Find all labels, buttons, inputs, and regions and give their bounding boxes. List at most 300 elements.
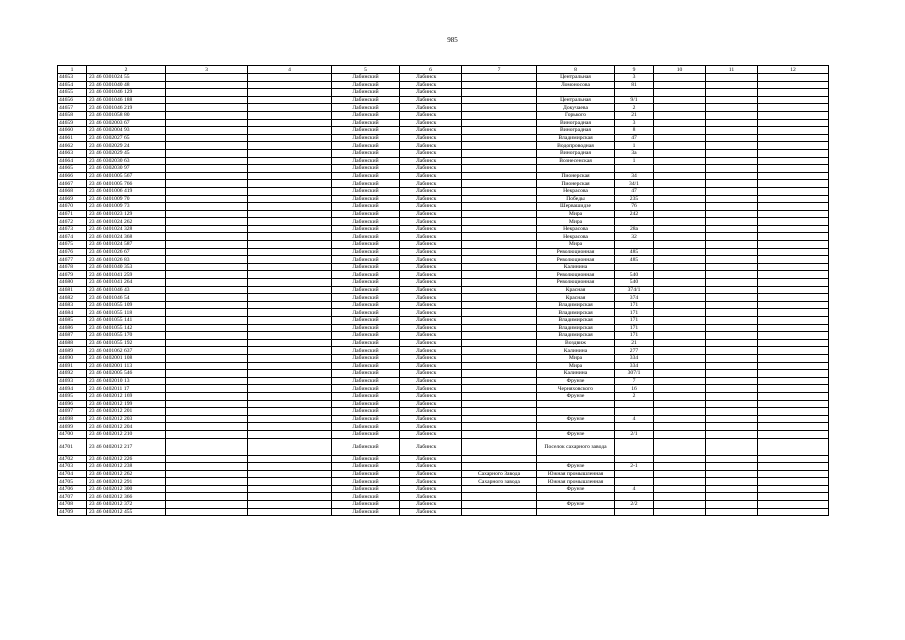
table-cell-col-4	[248, 172, 332, 180]
table-cell-col-3	[166, 385, 248, 393]
table-cell-col-1: 44674	[58, 233, 87, 241]
table-cell-col-11	[706, 165, 758, 173]
table-cell-col-9	[615, 508, 654, 516]
table-cell-col-5: Лабинский	[332, 127, 400, 135]
address-register-table	[57, 65, 829, 516]
table-row	[58, 157, 829, 165]
table-cell-col-11	[706, 332, 758, 340]
table-cell-col-4	[248, 195, 332, 203]
table-cell-col-8	[537, 408, 615, 416]
table-cell-col-12	[758, 470, 829, 478]
table-cell-col-8: Центральная	[537, 96, 615, 104]
table-cell-col-7	[462, 332, 537, 340]
table-cell-col-6: Лабинск	[400, 256, 462, 264]
table-cell-col-1: 44680	[58, 279, 87, 287]
table-cell-col-11	[706, 501, 758, 509]
table-row	[58, 294, 829, 302]
table-cell-col-5: Лабинский	[332, 157, 400, 165]
table-cell-col-3	[166, 271, 248, 279]
table-cell-col-4	[248, 430, 332, 438]
table-cell-col-3	[166, 180, 248, 188]
table-cell-col-8: Южная промышленная	[537, 470, 615, 478]
table-cell-col-6: Лабинск	[400, 508, 462, 516]
table-cell-col-2: 23 46 0402012 372	[87, 501, 166, 509]
table-row	[58, 195, 829, 203]
table-cell-col-1: 44704	[58, 470, 87, 478]
table-cell-col-3	[166, 127, 248, 135]
table-cell-col-12	[758, 172, 829, 180]
table-row	[58, 286, 829, 294]
table-cell-col-12	[758, 225, 829, 233]
table-cell-col-2: 23 46 0302029 45	[87, 149, 166, 157]
table-cell-col-6: Лабинск	[400, 210, 462, 218]
table-cell-col-4	[248, 225, 332, 233]
table-cell-col-5: Лабинский	[332, 415, 400, 423]
table-cell-col-8	[537, 508, 615, 516]
table-cell-col-3	[166, 317, 248, 325]
table-row	[58, 347, 829, 355]
table-cell-col-8: Мира	[537, 362, 615, 370]
table-cell-col-12	[758, 74, 829, 82]
table-cell-col-3	[166, 195, 248, 203]
table-cell-col-10	[654, 81, 706, 89]
table-cell-col-6: Лабинск	[400, 400, 462, 408]
table-cell-col-5: Лабинский	[332, 256, 400, 264]
table-cell-col-2: 23 46 0402012 226	[87, 455, 166, 463]
table-cell-col-5: Лабинский	[332, 279, 400, 287]
table-cell-col-1: 44708	[58, 501, 87, 509]
table-cell-col-12	[758, 127, 829, 135]
table-cell-col-1: 44667	[58, 180, 87, 188]
table-cell-col-9: 485	[615, 248, 654, 256]
table-cell-col-7	[462, 157, 537, 165]
table-cell-col-5: Лабинский	[332, 370, 400, 378]
table-cell-col-9	[615, 423, 654, 431]
table-cell-col-5: Лабинский	[332, 324, 400, 332]
table-cell-col-8: Калинина	[537, 347, 615, 355]
table-cell-col-2: 23 46 0302027 65	[87, 134, 166, 142]
table-cell-col-3	[166, 332, 248, 340]
table-cell-col-10	[654, 377, 706, 385]
table-row	[58, 430, 829, 438]
table-cell-col-7	[462, 415, 537, 423]
table-cell-col-1: 44707	[58, 493, 87, 501]
table-cell-col-10	[654, 301, 706, 309]
table-cell-col-1: 44660	[58, 127, 87, 135]
table-cell-col-7	[462, 317, 537, 325]
table-cell-col-1: 44681	[58, 286, 87, 294]
table-cell-col-5: Лабинский	[332, 455, 400, 463]
table-cell-col-7	[462, 74, 537, 82]
table-cell-col-5: Лабинский	[332, 74, 400, 82]
table-cell-col-5: Лабинский	[332, 172, 400, 180]
table-cell-col-5: Лабинский	[332, 362, 400, 370]
table-cell-col-1: 44657	[58, 104, 87, 112]
table-cell-col-4	[248, 157, 332, 165]
table-cell-col-10	[654, 370, 706, 378]
table-cell-col-4	[248, 104, 332, 112]
table-cell-col-7	[462, 286, 537, 294]
table-cell-col-1: 44683	[58, 301, 87, 309]
table-cell-col-4	[248, 347, 332, 355]
table-cell-col-12	[758, 96, 829, 104]
table-cell-col-2: 23 46 0402012 455	[87, 508, 166, 516]
table-cell-col-2: 23 46 0402012 199	[87, 400, 166, 408]
table-cell-col-6: Лабинск	[400, 203, 462, 211]
table-cell-col-8: Красная	[537, 294, 615, 302]
table-cell-col-11	[706, 89, 758, 97]
table-cell-col-12	[758, 508, 829, 516]
table-cell-col-4	[248, 317, 332, 325]
column-number-cell: 4	[248, 66, 332, 74]
table-cell-col-1: 44678	[58, 263, 87, 271]
column-number-cell: 6	[400, 66, 462, 74]
table-cell-col-12	[758, 180, 829, 188]
table-cell-col-12	[758, 104, 829, 112]
table-cell-col-8: Вознесенская	[537, 157, 615, 165]
table-cell-col-1: 44658	[58, 111, 87, 119]
table-cell-col-7	[462, 301, 537, 309]
table-cell-col-1: 44699	[58, 423, 87, 431]
table-cell-col-2: 23 46 0301046 188	[87, 96, 166, 104]
table-cell-col-8: Некрасова	[537, 225, 615, 233]
table-cell-col-2: 23 46 0401024 587	[87, 241, 166, 249]
table-cell-col-9: 171	[615, 324, 654, 332]
table-cell-col-4	[248, 241, 332, 249]
table-cell-col-7	[462, 134, 537, 142]
table-cell-col-8: Докучаева	[537, 104, 615, 112]
table-cell-col-2: 23 46 0301046 129	[87, 89, 166, 97]
table-cell-col-12	[758, 119, 829, 127]
table-cell-col-7	[462, 485, 537, 493]
table-cell-col-7	[462, 165, 537, 173]
table-cell-col-9: 2-1	[615, 463, 654, 471]
table-cell-col-11	[706, 263, 758, 271]
table-cell-col-4	[248, 508, 332, 516]
table-cell-col-11	[706, 493, 758, 501]
table-cell-col-8: Некрасова	[537, 233, 615, 241]
table-cell-col-3	[166, 400, 248, 408]
table-cell-col-9: 81	[615, 81, 654, 89]
table-cell-col-8: Черняховского	[537, 385, 615, 393]
table-cell-col-2: 23 46 0402001 113	[87, 362, 166, 370]
table-cell-col-3	[166, 493, 248, 501]
table-cell-col-4	[248, 111, 332, 119]
table-cell-col-1: 44654	[58, 81, 87, 89]
table-row	[58, 377, 829, 385]
table-cell-col-3	[166, 463, 248, 471]
table-cell-col-5: Лабинский	[332, 508, 400, 516]
table-row	[58, 241, 829, 249]
table-cell-col-6: Лабинск	[400, 317, 462, 325]
table-cell-col-12	[758, 203, 829, 211]
table-cell-col-11	[706, 317, 758, 325]
table-cell-col-4	[248, 438, 332, 455]
table-cell-col-11	[706, 478, 758, 486]
table-cell-col-4	[248, 309, 332, 317]
table-cell-col-12	[758, 294, 829, 302]
table-cell-col-4	[248, 470, 332, 478]
table-cell-col-8: Владимирская	[537, 317, 615, 325]
table-cell-col-7	[462, 256, 537, 264]
table-row	[58, 354, 829, 362]
table-cell-col-1: 44703	[58, 463, 87, 471]
table-cell-col-7	[462, 508, 537, 516]
table-cell-col-4	[248, 271, 332, 279]
table-cell-col-4	[248, 263, 332, 271]
table-cell-col-12	[758, 157, 829, 165]
table-cell-col-6: Лабинск	[400, 339, 462, 347]
table-cell-col-8: Фрунзе	[537, 377, 615, 385]
table-row	[58, 463, 829, 471]
table-cell-col-10	[654, 195, 706, 203]
table-cell-col-4	[248, 180, 332, 188]
table-cell-col-4	[248, 187, 332, 195]
table-cell-col-6: Лабинск	[400, 89, 462, 97]
table-cell-col-9	[615, 493, 654, 501]
table-cell-col-8: Южная промышленная	[537, 478, 615, 486]
table-cell-col-5: Лабинский	[332, 233, 400, 241]
table-cell-col-12	[758, 415, 829, 423]
table-cell-col-8: Виноградная	[537, 119, 615, 127]
table-row	[58, 256, 829, 264]
table-cell-col-11	[706, 256, 758, 264]
table-cell-col-6: Лабинск	[400, 377, 462, 385]
table-cell-col-12	[758, 279, 829, 287]
table-cell-col-3	[166, 89, 248, 97]
table-cell-col-8: Калинина	[537, 370, 615, 378]
table-cell-col-8	[537, 493, 615, 501]
table-cell-col-2: 23 46 0401055 141	[87, 317, 166, 325]
table-cell-col-3	[166, 119, 248, 127]
table-row	[58, 423, 829, 431]
table-cell-col-4	[248, 210, 332, 218]
table-row	[58, 89, 829, 97]
table-cell-col-12	[758, 241, 829, 249]
table-cell-col-10	[654, 408, 706, 416]
table-cell-col-4	[248, 455, 332, 463]
table-cell-col-10	[654, 438, 706, 455]
table-cell-col-10	[654, 256, 706, 264]
table-cell-col-8: Фрунзе	[537, 430, 615, 438]
table-row	[58, 332, 829, 340]
table-cell-col-10	[654, 354, 706, 362]
table-cell-col-9	[615, 89, 654, 97]
table-cell-col-6: Лабинск	[400, 370, 462, 378]
table-cell-col-11	[706, 203, 758, 211]
table-cell-col-10	[654, 332, 706, 340]
table-cell-col-10	[654, 74, 706, 82]
table-cell-col-11	[706, 294, 758, 302]
column-number-cell: 3	[166, 66, 248, 74]
table-cell-col-6: Лабинск	[400, 470, 462, 478]
table-cell-col-6: Лабинск	[400, 81, 462, 89]
table-cell-col-12	[758, 165, 829, 173]
table-row	[58, 400, 829, 408]
table-cell-col-7	[462, 279, 537, 287]
table-cell-col-5: Лабинский	[332, 478, 400, 486]
table-cell-col-11	[706, 423, 758, 431]
table-cell-col-9: 8	[615, 127, 654, 135]
table-cell-col-7	[462, 119, 537, 127]
table-cell-col-1: 44693	[58, 377, 87, 385]
table-cell-col-3	[166, 256, 248, 264]
table-cell-col-11	[706, 172, 758, 180]
table-cell-col-11	[706, 362, 758, 370]
table-cell-col-12	[758, 210, 829, 218]
table-cell-col-7	[462, 96, 537, 104]
table-row	[58, 233, 829, 241]
table-row	[58, 149, 829, 157]
table-row	[58, 111, 829, 119]
table-row	[58, 180, 829, 188]
table-cell-col-3	[166, 210, 248, 218]
table-cell-col-9: 171	[615, 332, 654, 340]
table-cell-col-7	[462, 225, 537, 233]
table-cell-col-12	[758, 400, 829, 408]
table-cell-col-3	[166, 301, 248, 309]
table-cell-col-7	[462, 142, 537, 150]
table-cell-col-12	[758, 301, 829, 309]
table-cell-col-6: Лабинск	[400, 225, 462, 233]
table-cell-col-7	[462, 89, 537, 97]
table-cell-col-3	[166, 218, 248, 226]
table-cell-col-11	[706, 241, 758, 249]
table-cell-col-10	[654, 119, 706, 127]
table-cell-col-8: Владимирская	[537, 301, 615, 309]
table-cell-col-5: Лабинский	[332, 134, 400, 142]
table-cell-col-4	[248, 408, 332, 416]
table-cell-col-2: 23 46 0402012 238	[87, 463, 166, 471]
table-cell-col-11	[706, 347, 758, 355]
table-cell-col-10	[654, 172, 706, 180]
table-cell-col-4	[248, 385, 332, 393]
table-cell-col-7	[462, 463, 537, 471]
table-cell-col-3	[166, 423, 248, 431]
table-cell-col-8: Фрунзе	[537, 463, 615, 471]
table-cell-col-7	[462, 180, 537, 188]
table-cell-col-7	[462, 195, 537, 203]
table-cell-col-3	[166, 478, 248, 486]
table-cell-col-12	[758, 408, 829, 416]
table-cell-col-3	[166, 377, 248, 385]
table-cell-col-1: 44702	[58, 455, 87, 463]
table-cell-col-5: Лабинский	[332, 81, 400, 89]
table-cell-col-6: Лабинск	[400, 127, 462, 135]
table-cell-col-1: 44662	[58, 142, 87, 150]
table-cell-col-3	[166, 324, 248, 332]
table-cell-col-8: Шервашидзе	[537, 203, 615, 211]
table-cell-col-6: Лабинск	[400, 104, 462, 112]
table-cell-col-10	[654, 317, 706, 325]
table-cell-col-7	[462, 408, 537, 416]
table-cell-col-2: 23 46 0401040 353	[87, 263, 166, 271]
table-cell-col-3	[166, 354, 248, 362]
table-cell-col-10	[654, 385, 706, 393]
table-cell-col-3	[166, 339, 248, 347]
table-cell-col-12	[758, 149, 829, 157]
table-cell-col-2: 23 46 0302030 97	[87, 165, 166, 173]
table-cell-col-9: 16	[615, 385, 654, 393]
table-row	[58, 370, 829, 378]
table-cell-col-1: 44705	[58, 478, 87, 486]
table-cell-col-3	[166, 134, 248, 142]
table-cell-col-8: Фрунзе	[537, 415, 615, 423]
table-cell-col-11	[706, 127, 758, 135]
table-cell-col-1: 44666	[58, 172, 87, 180]
table-cell-col-7	[462, 423, 537, 431]
table-cell-col-6: Лабинск	[400, 172, 462, 180]
table-cell-col-10	[654, 149, 706, 157]
table-cell-col-2: 23 46 0401006 419	[87, 187, 166, 195]
table-cell-col-4	[248, 89, 332, 97]
table-cell-col-2: 23 46 0302029 24	[87, 142, 166, 150]
table-cell-col-7	[462, 233, 537, 241]
table-row	[58, 203, 829, 211]
table-cell-col-7	[462, 104, 537, 112]
table-cell-col-1: 44706	[58, 485, 87, 493]
table-cell-col-3	[166, 203, 248, 211]
table-cell-col-10	[654, 203, 706, 211]
table-cell-col-8: Калинина	[537, 263, 615, 271]
table-cell-col-7	[462, 187, 537, 195]
table-cell-col-12	[758, 377, 829, 385]
table-row	[58, 225, 829, 233]
table-cell-col-7	[462, 81, 537, 89]
table-cell-col-5: Лабинский	[332, 111, 400, 119]
table-cell-col-3	[166, 187, 248, 195]
table-cell-col-9: 171	[615, 301, 654, 309]
table-cell-col-8: Пионерская	[537, 180, 615, 188]
table-cell-col-11	[706, 339, 758, 347]
table-cell-col-11	[706, 134, 758, 142]
table-cell-col-2: 23 46 0302030 63	[87, 157, 166, 165]
table-cell-col-1: 44679	[58, 271, 87, 279]
table-cell-col-3	[166, 157, 248, 165]
table-cell-col-10	[654, 463, 706, 471]
table-cell-col-7	[462, 377, 537, 385]
table-cell-col-2: 23 46 0402012 210	[87, 430, 166, 438]
table-row	[58, 415, 829, 423]
table-cell-col-7	[462, 111, 537, 119]
table-cell-col-11	[706, 324, 758, 332]
table-cell-col-6: Лабинск	[400, 332, 462, 340]
table-cell-col-8	[537, 165, 615, 173]
table-cell-col-4	[248, 339, 332, 347]
table-cell-col-3	[166, 286, 248, 294]
table-cell-col-4	[248, 463, 332, 471]
table-cell-col-5: Лабинский	[332, 493, 400, 501]
table-cell-col-2: 23 46 0401026 83	[87, 256, 166, 264]
table-cell-col-6: Лабинск	[400, 279, 462, 287]
table-cell-col-3	[166, 233, 248, 241]
table-cell-col-8: Мира	[537, 210, 615, 218]
table-row	[58, 508, 829, 516]
table-cell-col-5: Лабинский	[332, 149, 400, 157]
table-cell-col-6: Лабинск	[400, 263, 462, 271]
table-cell-col-8: Горького	[537, 111, 615, 119]
table-cell-col-11	[706, 279, 758, 287]
table-cell-col-12	[758, 438, 829, 455]
table-row	[58, 104, 829, 112]
table-cell-col-5: Лабинский	[332, 430, 400, 438]
table-cell-col-1: 44684	[58, 309, 87, 317]
table-cell-col-11	[706, 157, 758, 165]
table-cell-col-8: Революционная	[537, 279, 615, 287]
table-cell-col-6: Лабинск	[400, 248, 462, 256]
table-row	[58, 485, 829, 493]
table-cell-col-3	[166, 294, 248, 302]
